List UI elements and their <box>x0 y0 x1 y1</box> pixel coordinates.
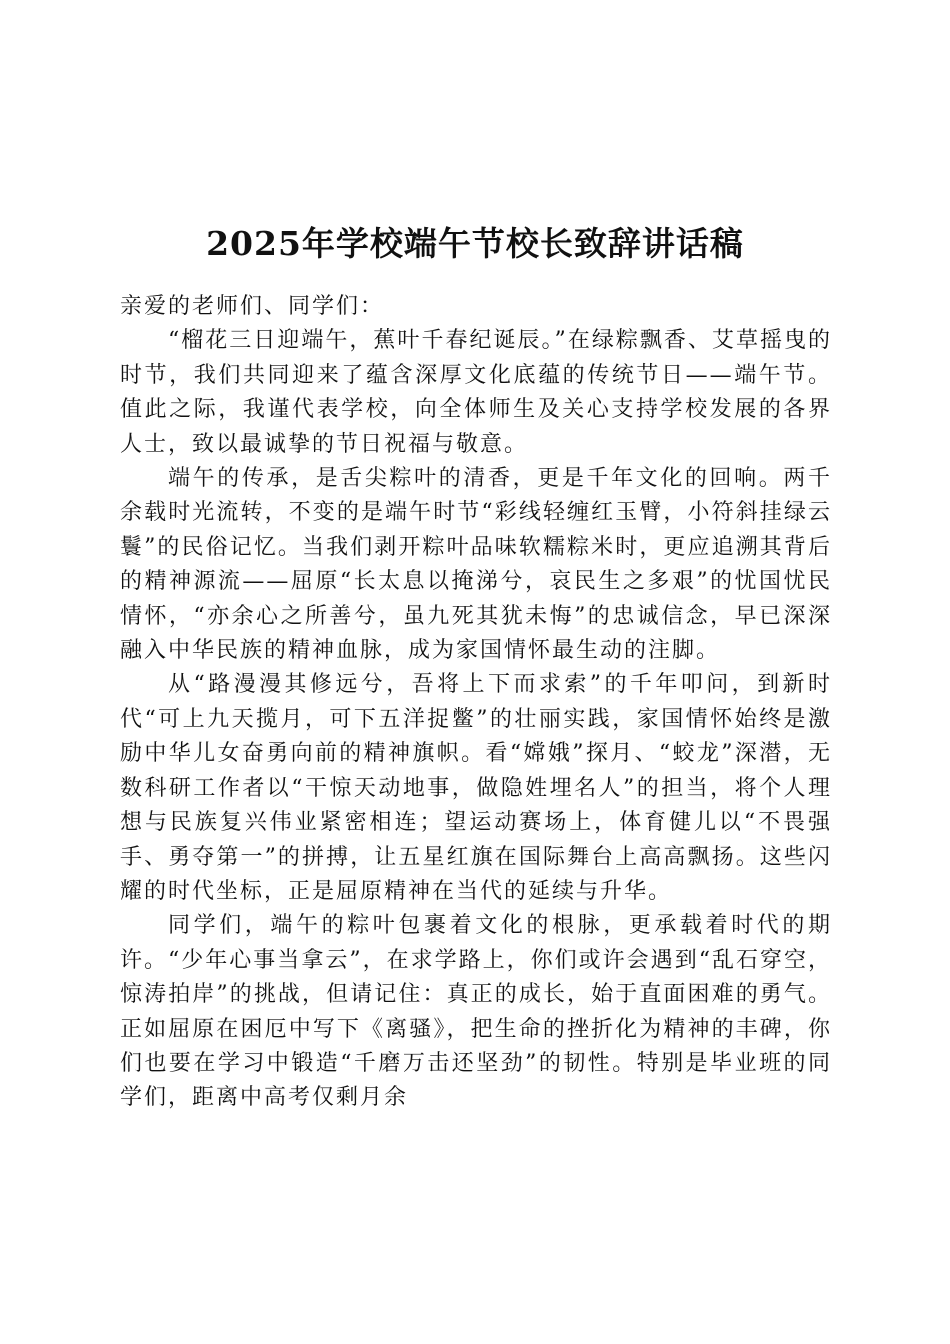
paragraph-3: 从“路漫漫其修远兮，吾将上下而求索”的千年叩问，到新时代“可上九天揽月，可下五洋捉鳖”的壮丽实践，家国情怀始终是激励中华儿女奋勇向前的精神旗帜。看“嫦娥”探月、“蛟龙”深潜，无数科研工作者以“干惊天动地事，做隐姓埋名人”的担当，将个人理想与民族复兴伟业紧密相连；望运动赛场上，体育健儿以“不畏强手、勇夺第一”的拼搏，让五星红旗在国际舞台上高高飘扬。这些闪耀的时代坐标，正是屈原精神在当代的延续与升华。 <box>120 672 832 904</box>
document-title: 2025年学校端午节校长致辞讲话稿 <box>206 224 744 264</box>
paragraph-4: 同学们，端午的粽叶包裹着文化的根脉，更承载着时代的期许。“少年心事当拿云”，在求学路上，你们或许会遇到“乱石穿空，惊涛拍岸”的挑战，但请记住：真正的成长，始于直面困难的勇气。正如屈原在困厄中写下《离骚》，把生命的挫折化为精神的丰碑，你们也要在学习中锻造“千磨万击还坚劲”的韧性。特别是毕业班的同学们，距离中高考仅剩月余 <box>120 913 832 1111</box>
paragraph-1: “榴花三日迎端午，蕉叶千春纪诞辰。”在绿粽飘香、艾草摇曳的时节，我们共同迎来了蕴含深厚文化底蕴的传统节日——端午节。值此之际，我谨代表学校，向全体师生及关心支持学校发展的各界人士，致以最诚挚的节日祝福与敬意。 <box>120 328 832 457</box>
document-body <box>120 290 832 1116</box>
salutation: 亲爱的老师们、同学们： <box>120 294 385 319</box>
paragraph-2: 端午的传承，是舌尖粽叶的清香，更是千年文化的回响。两千余载时光流转，不变的是端午时节“彩线轻缠红玉臂，小符斜挂绿云鬟”的民俗记忆。当我们剥开粽叶品味软糯粽米时，更应追溯其背后的精神源流——屈原“长太息以掩涕兮，哀民生之多艰”的忧国忧民情怀，“亦余心之所善兮，虽九死其犹未悔”的忠诚信念，早已深深融入中华民族的精神血脉，成为家国情怀最生动的注脚。 <box>120 466 832 664</box>
